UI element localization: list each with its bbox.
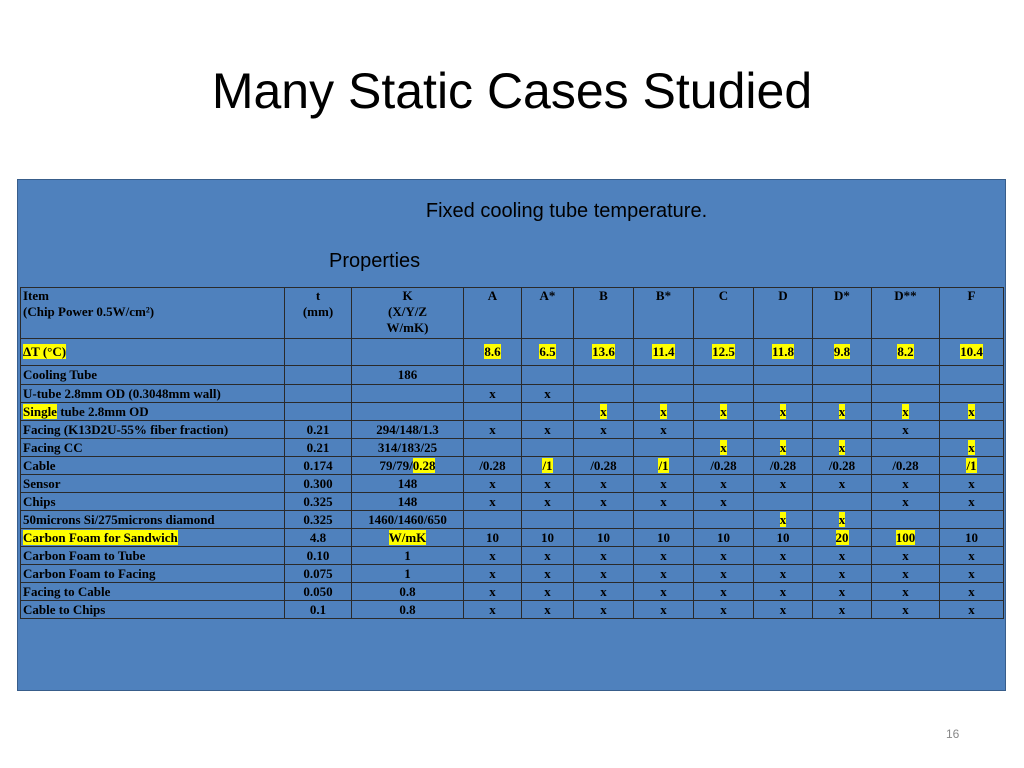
row-t: 0.050 xyxy=(285,583,352,601)
panel-heading: Fixed cooling tube temperature. xyxy=(425,200,708,222)
case-value: x xyxy=(940,547,1004,565)
case-value: x xyxy=(574,601,634,619)
case-value: 10 xyxy=(574,529,634,547)
case-value xyxy=(813,493,872,511)
case-value: x xyxy=(464,421,522,439)
row-t xyxy=(285,339,352,366)
row-t: 4.8 xyxy=(285,529,352,547)
row-label: Cable xyxy=(21,457,285,475)
header-t: t (mm) xyxy=(285,288,352,339)
row-k: 0.8 xyxy=(352,583,464,601)
slide-title: Many Static Cases Studied xyxy=(211,63,813,119)
case-value: x xyxy=(574,475,634,493)
case-value: x xyxy=(754,439,813,457)
case-value: 10.4 xyxy=(940,339,1004,366)
case-value: 10 xyxy=(522,529,574,547)
case-value: x xyxy=(872,565,940,583)
case-value: x xyxy=(872,493,940,511)
table-row xyxy=(21,583,1004,601)
header-item: Item (Chip Power 0.5W/cm²) xyxy=(21,288,285,339)
case-value: x xyxy=(464,601,522,619)
case-value: x xyxy=(754,547,813,565)
case-value: x xyxy=(813,583,872,601)
case-value: x xyxy=(522,565,574,583)
table-row xyxy=(21,439,1004,457)
row-k: 0.8 xyxy=(352,601,464,619)
case-value: 100 xyxy=(872,529,940,547)
case-value: x xyxy=(694,403,754,421)
table-row xyxy=(21,475,1004,493)
row-label: ΔT (°C) xyxy=(21,339,285,366)
table-row xyxy=(21,403,1004,421)
case-value xyxy=(522,511,574,529)
case-value xyxy=(634,439,694,457)
case-value xyxy=(694,511,754,529)
case-value: x xyxy=(574,547,634,565)
case-value: x xyxy=(813,601,872,619)
case-value: /0.28 xyxy=(872,457,940,475)
case-value: 13.6 xyxy=(574,339,634,366)
case-value xyxy=(940,511,1004,529)
case-value: 8.2 xyxy=(872,339,940,366)
case-value xyxy=(754,366,813,385)
case-value: /1 xyxy=(522,457,574,475)
case-value: x xyxy=(694,475,754,493)
case-value: x xyxy=(813,439,872,457)
row-label: Carbon Foam for Sandwich xyxy=(21,529,285,547)
row-t xyxy=(285,385,352,403)
case-value: x xyxy=(872,403,940,421)
case-value: x xyxy=(694,547,754,565)
table-panel xyxy=(17,179,1006,691)
header-case: A* xyxy=(522,288,574,339)
case-value xyxy=(872,385,940,403)
case-value: /0.28 xyxy=(694,457,754,475)
row-label: 50microns Si/275microns diamond xyxy=(21,511,285,529)
case-value: /0.28 xyxy=(754,457,813,475)
header-case: D xyxy=(754,288,813,339)
case-value: x xyxy=(754,601,813,619)
row-label: Sensor xyxy=(21,475,285,493)
case-value: x xyxy=(872,583,940,601)
case-value: x xyxy=(940,601,1004,619)
case-value: 20 xyxy=(813,529,872,547)
case-value: x xyxy=(754,511,813,529)
panel-subheading: Properties xyxy=(329,250,421,272)
case-value xyxy=(872,439,940,457)
row-t: 0.1 xyxy=(285,601,352,619)
case-value: x xyxy=(940,475,1004,493)
case-value xyxy=(694,421,754,439)
case-value: x xyxy=(872,421,940,439)
case-value: x xyxy=(522,493,574,511)
row-label: Carbon Foam to Facing xyxy=(21,565,285,583)
row-label: Facing to Cable xyxy=(21,583,285,601)
header-case: B* xyxy=(634,288,694,339)
case-value: 11.4 xyxy=(634,339,694,366)
row-t: 0.21 xyxy=(285,421,352,439)
case-value: /1 xyxy=(940,457,1004,475)
row-t xyxy=(285,403,352,421)
case-value xyxy=(754,385,813,403)
row-k: 294/148/1.3 xyxy=(352,421,464,439)
row-k: 79/79/0.28 xyxy=(352,457,464,475)
case-value: x xyxy=(940,403,1004,421)
case-value: 8.6 xyxy=(464,339,522,366)
row-k: 1 xyxy=(352,547,464,565)
case-value: x xyxy=(464,475,522,493)
case-value: 10 xyxy=(634,529,694,547)
row-t: 0.300 xyxy=(285,475,352,493)
header-case: D* xyxy=(813,288,872,339)
case-value: x xyxy=(464,385,522,403)
case-value xyxy=(754,421,813,439)
case-value: x xyxy=(813,547,872,565)
case-value xyxy=(574,511,634,529)
case-value: x xyxy=(754,565,813,583)
case-value: x xyxy=(754,403,813,421)
case-value: /0.28 xyxy=(464,457,522,475)
case-value: x xyxy=(574,565,634,583)
header-case: D** xyxy=(872,288,940,339)
table-row xyxy=(21,421,1004,439)
table-row xyxy=(21,457,1004,475)
case-value: 9.8 xyxy=(813,339,872,366)
table-row xyxy=(21,547,1004,565)
case-value xyxy=(574,385,634,403)
case-value: x xyxy=(574,403,634,421)
case-value: x xyxy=(694,565,754,583)
row-label: Facing (K13D2U-55% fiber fraction) xyxy=(21,421,285,439)
case-value: x xyxy=(574,583,634,601)
row-k: 148 xyxy=(352,493,464,511)
case-value xyxy=(522,439,574,457)
case-value: x xyxy=(694,493,754,511)
table-row xyxy=(21,529,1004,547)
case-value: 10 xyxy=(464,529,522,547)
case-value xyxy=(754,493,813,511)
case-value: x xyxy=(872,547,940,565)
row-k: 186 xyxy=(352,366,464,385)
row-label: Carbon Foam to Tube xyxy=(21,547,285,565)
case-value: x xyxy=(522,475,574,493)
case-value xyxy=(694,366,754,385)
case-value: x xyxy=(940,565,1004,583)
case-value: x xyxy=(872,475,940,493)
case-value xyxy=(634,511,694,529)
case-value: x xyxy=(522,421,574,439)
case-value: /0.28 xyxy=(574,457,634,475)
table-row xyxy=(21,511,1004,529)
header-case: B xyxy=(574,288,634,339)
delta-t-row xyxy=(21,339,1004,366)
header-k: K (X/Y/Z W/mK) xyxy=(352,288,464,339)
case-value xyxy=(694,385,754,403)
case-value: x xyxy=(813,475,872,493)
case-value: x xyxy=(522,601,574,619)
row-k: 1460/1460/650 xyxy=(352,511,464,529)
row-label: Single tube 2.8mm OD xyxy=(21,403,285,421)
table-row xyxy=(21,385,1004,403)
case-value: x xyxy=(522,385,574,403)
case-value: x xyxy=(754,475,813,493)
case-value: /0.28 xyxy=(813,457,872,475)
case-value: x xyxy=(754,583,813,601)
case-value xyxy=(464,511,522,529)
case-value: x xyxy=(634,475,694,493)
case-value xyxy=(813,385,872,403)
case-value: x xyxy=(522,547,574,565)
case-value: x xyxy=(694,583,754,601)
case-value: 10 xyxy=(940,529,1004,547)
case-value: x xyxy=(940,493,1004,511)
case-value xyxy=(522,403,574,421)
case-value xyxy=(522,366,574,385)
case-value xyxy=(940,421,1004,439)
row-k: 314/183/25 xyxy=(352,439,464,457)
row-t: 0.325 xyxy=(285,493,352,511)
row-t: 0.325 xyxy=(285,511,352,529)
row-t xyxy=(285,366,352,385)
case-value: x xyxy=(634,493,694,511)
case-value: x xyxy=(464,547,522,565)
case-value xyxy=(464,403,522,421)
row-label: U-tube 2.8mm OD (0.3048mm wall) xyxy=(21,385,285,403)
table-row xyxy=(21,565,1004,583)
case-value xyxy=(574,439,634,457)
row-k: 148 xyxy=(352,475,464,493)
case-value: x xyxy=(940,583,1004,601)
page-number: 16 xyxy=(946,727,960,741)
header-case: A xyxy=(464,288,522,339)
properties-table xyxy=(20,287,1004,619)
case-value: /1 xyxy=(634,457,694,475)
case-value: x xyxy=(574,421,634,439)
table-row xyxy=(21,493,1004,511)
row-label: Chips xyxy=(21,493,285,511)
header-case: F xyxy=(940,288,1004,339)
case-value xyxy=(574,366,634,385)
case-value xyxy=(464,366,522,385)
table-row xyxy=(21,601,1004,619)
case-value: x xyxy=(634,421,694,439)
case-value xyxy=(634,385,694,403)
row-k xyxy=(352,403,464,421)
header-case: C xyxy=(694,288,754,339)
row-k xyxy=(352,339,464,366)
case-value: x xyxy=(813,565,872,583)
case-value: 11.8 xyxy=(754,339,813,366)
row-k: W/mK xyxy=(352,529,464,547)
case-value: x xyxy=(574,493,634,511)
row-label: Cooling Tube xyxy=(21,366,285,385)
case-value xyxy=(813,421,872,439)
case-value: x xyxy=(634,565,694,583)
case-value xyxy=(872,511,940,529)
table-row xyxy=(21,366,1004,385)
case-value: 10 xyxy=(754,529,813,547)
case-value: x xyxy=(813,403,872,421)
case-value: x xyxy=(813,511,872,529)
case-value xyxy=(464,439,522,457)
row-k xyxy=(352,385,464,403)
case-value: x xyxy=(522,583,574,601)
case-value: 10 xyxy=(694,529,754,547)
case-value: x xyxy=(940,439,1004,457)
row-t: 0.174 xyxy=(285,457,352,475)
row-k: 1 xyxy=(352,565,464,583)
case-value: x xyxy=(694,601,754,619)
case-value: x xyxy=(634,403,694,421)
case-value: x xyxy=(634,583,694,601)
case-value xyxy=(634,366,694,385)
row-t: 0.10 xyxy=(285,547,352,565)
case-value: x xyxy=(872,601,940,619)
case-value xyxy=(940,385,1004,403)
row-t: 0.21 xyxy=(285,439,352,457)
case-value: x xyxy=(634,547,694,565)
case-value: x xyxy=(464,493,522,511)
case-value: x xyxy=(634,601,694,619)
row-label: Cable to Chips xyxy=(21,601,285,619)
case-value xyxy=(872,366,940,385)
row-t: 0.075 xyxy=(285,565,352,583)
case-value xyxy=(940,366,1004,385)
row-label: Facing CC xyxy=(21,439,285,457)
case-value: 6.5 xyxy=(522,339,574,366)
case-value: 12.5 xyxy=(694,339,754,366)
case-value: x xyxy=(464,565,522,583)
case-value: x xyxy=(694,439,754,457)
case-value: x xyxy=(464,583,522,601)
case-value xyxy=(813,366,872,385)
header-row xyxy=(21,288,1004,339)
